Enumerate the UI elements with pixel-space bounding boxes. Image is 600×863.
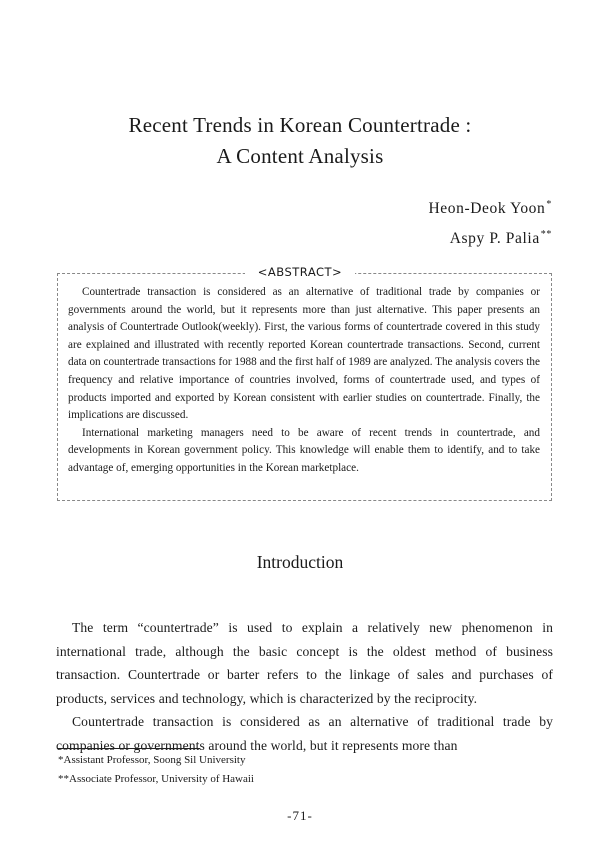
- footnotes: [58, 751, 254, 789]
- author-list: [428, 192, 552, 252]
- author-1: [428, 192, 552, 222]
- abstract-paragraph-2: International marketing managers need to be aware of recent trends in countertrade, and developments in Korean government policy. This knowledge will enable them to identify, and to take advantage of, emerging opportunities in the Korean marketplace.: [68, 426, 540, 474]
- abstract-paragraph-1: Countertrade transaction is considered as an alternative of traditional trade by companies or governments around the world, but it represents more than just alternative. This paper presents an analysis of Countertrade Outlook(weekly). First, the various forms of countertrade covered in this study are explained and illustrated with recently reported Korean countertrade transactions. Second, current data on countertrade transactions for 1988 and the first half of 1989 are analyzed. The analysis covers the frequency and relative importance of countries involved, forms of countertrade used, and types of products imported and exported by Korean consistent with earlier studies on countertrade. Finally, the implications are discussed.: [68, 286, 540, 422]
- body-text: [56, 616, 553, 758]
- title-line-2: A Content Analysis: [216, 144, 384, 168]
- footnote-1: *Assistant Professor, Soong Sil University: [58, 754, 246, 766]
- author-1-footnote-mark: *: [546, 199, 552, 210]
- abstract-text: [68, 284, 540, 478]
- body-paragraph-2: Countertrade transaction is considered as an alternative of traditional trade by companies or governments around the world, but it represents more than: [56, 714, 553, 753]
- section-heading: Introduction: [256, 552, 344, 572]
- author-2-footnote-mark: **: [540, 229, 552, 240]
- footnote-divider: [57, 748, 200, 749]
- body-paragraph-1: The term “countertrade” is used to explain a relatively new phenomenon in international trade, although the basic concept is the oldest method of business transaction. Countertrade or barter refers to the linkage of sales and purchases of products, services and technology, which is characterized by the reciprocity.: [56, 620, 553, 706]
- abstract-heading: <ABSTRACT>: [245, 264, 355, 280]
- author-2-name: Aspy P. Palia: [449, 230, 540, 247]
- page-number: -71-: [287, 808, 313, 823]
- author-1-name: Heon-Deok Yoon: [428, 200, 546, 217]
- author-2: [428, 222, 552, 252]
- title-line-1: Recent Trends in Korean Countertrade :: [128, 113, 472, 137]
- paper-title: [0, 110, 600, 172]
- footnote-2: **Associate Professor, University of Hawaii: [58, 773, 254, 785]
